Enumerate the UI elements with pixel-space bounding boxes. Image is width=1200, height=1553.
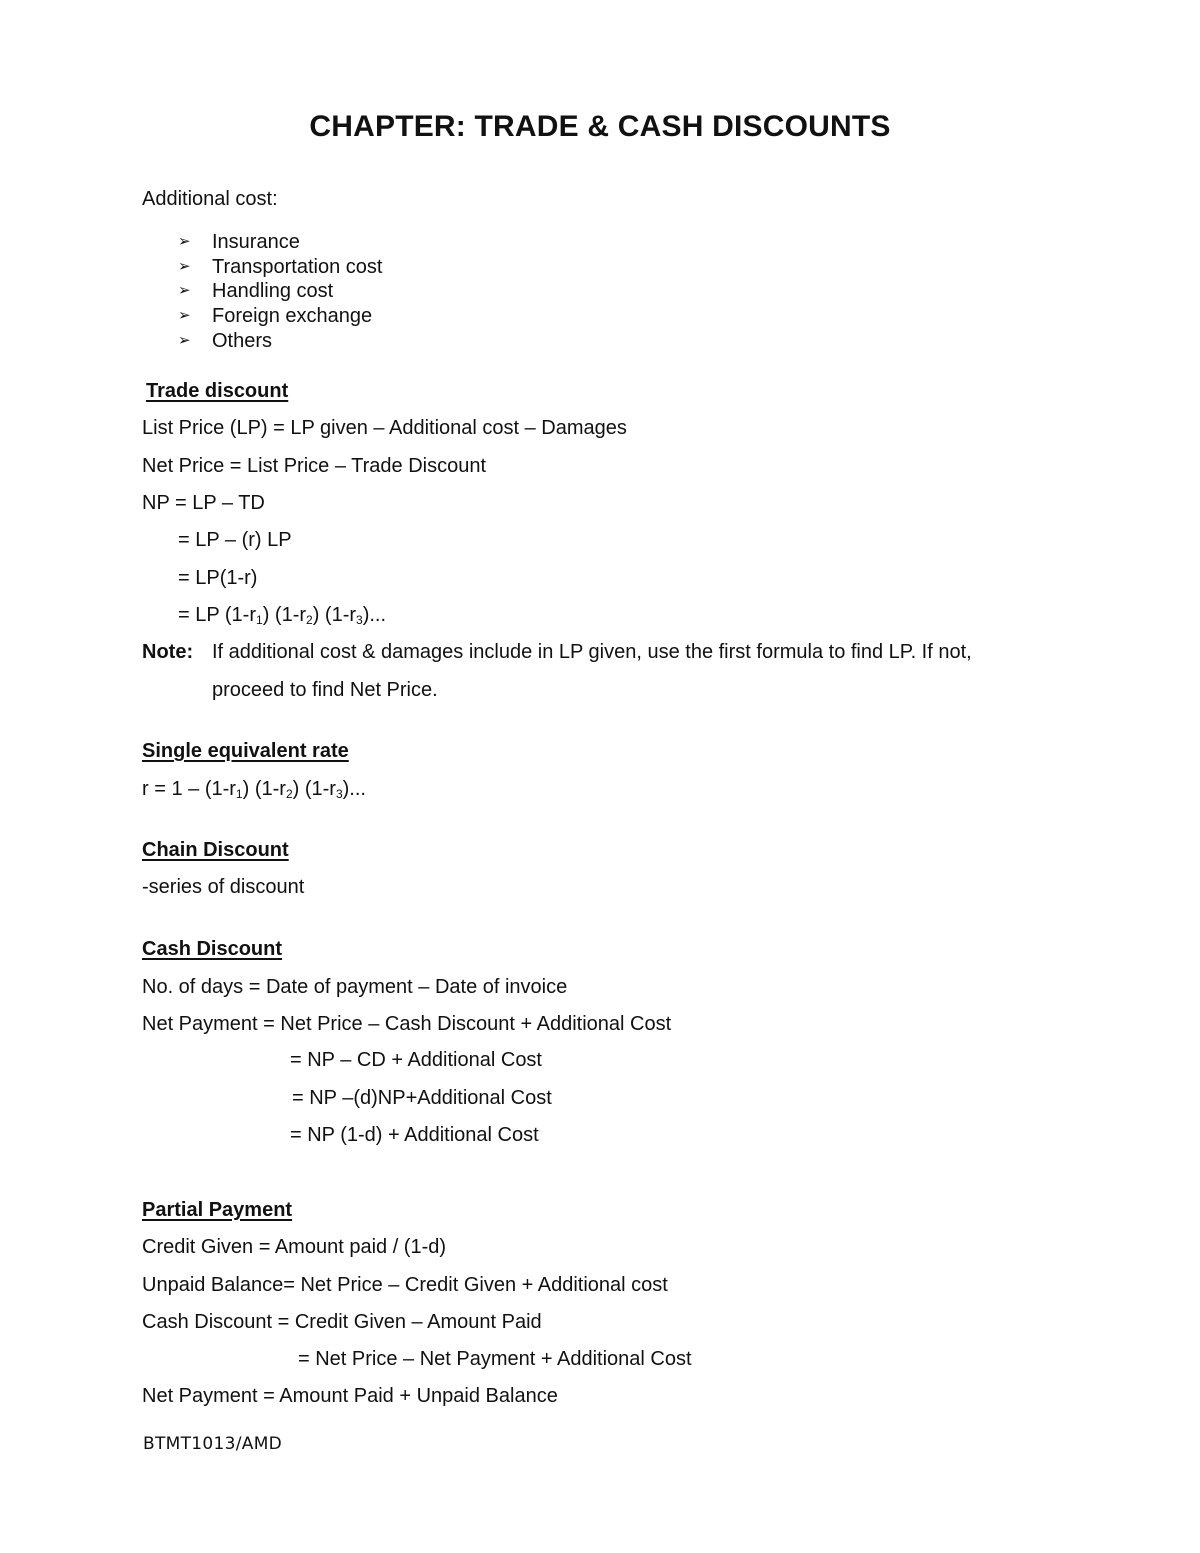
- additional-cost-label: Additional cost:: [142, 188, 278, 210]
- formula-single-rate: $r = 1 - (1-r_1)$ $(1-r_2)$ $(1-r_3)$...: [142, 778, 366, 801]
- list-item: ➢ Foreign exchange: [178, 305, 373, 328]
- arrow-bullet-icon: ➢: [178, 233, 191, 251]
- chain-discount-description: -series of discount: [142, 876, 305, 898]
- formula-cash-discount-step2: = Net Price – Net Payment + Additional Cost: [298, 1348, 692, 1370]
- list-item: ➢ Others: [178, 329, 273, 352]
- formula-list-price: List Price (LP) = LP given – Additional cost – Damages: [142, 417, 627, 439]
- arrow-bullet-icon: ➢: [178, 257, 191, 275]
- note-label: Note:: [142, 641, 194, 663]
- list-item: ➢ Handling cost: [178, 280, 334, 303]
- formula-net-payment-total: Net Payment = Amount Paid + Unpaid Balance: [142, 1385, 558, 1407]
- list-item: ➢ Transportation cost: [178, 255, 383, 278]
- formula-np-step4: = LP $(1-r_1)$ $(1-r_2)$ $(1-r_3)$...: [178, 604, 387, 627]
- arrow-bullet-icon: ➢: [178, 331, 191, 349]
- formula-credit-given: Credit Given = Amount paid / (1-d): [142, 1236, 447, 1258]
- formula-unpaid-balance: Unpaid Balance= Net Price – Credit Given + Additional cost: [142, 1274, 668, 1296]
- note-text-line1: If additional cost & damages include in LP given, use the first formula to find LP. If not,: [212, 641, 972, 663]
- page-title: CHAPTER: TRADE & CASH DISCOUNTS: [309, 110, 891, 143]
- formula-np-step1: NP = LP – TD: [142, 492, 265, 514]
- formula-net-payment-step2: = NP – CD + Additional Cost: [290, 1049, 542, 1071]
- formula-np-step3: = LP(1-r): [178, 567, 258, 589]
- section-heading-partial-payment: Partial Payment: [142, 1199, 293, 1221]
- page-footer: BTMT1013/AMD: [143, 1434, 283, 1454]
- section-heading-single-equivalent-rate: Single equivalent rate: [142, 740, 349, 762]
- note-text-line2: proceed to find Net Price.: [212, 679, 438, 701]
- formula-net-payment-step3: = NP –(d)NP+Additional Cost: [292, 1087, 552, 1109]
- formula-net-price: Net Price = List Price – Trade Discount: [142, 455, 487, 477]
- arrow-bullet-icon: ➢: [178, 282, 191, 300]
- additional-cost-list: [178, 230, 382, 353]
- section-heading-trade-discount: Trade discount: [146, 380, 289, 402]
- section-heading-chain-discount: Chain Discount: [142, 839, 289, 861]
- list-item: ➢ Insurance: [178, 231, 300, 254]
- formula-net-payment-step1: Net Payment = Net Price – Cash Discount + Additional Cost: [142, 1013, 672, 1035]
- formula-number-of-days: No. of days = Date of payment – Date of invoice: [142, 976, 568, 998]
- arrow-bullet-icon: ➢: [178, 307, 191, 325]
- formula-net-payment-step4: = NP (1-d) + Additional Cost: [290, 1124, 539, 1146]
- formula-np-step2: = LP – (r) LP: [178, 529, 292, 551]
- section-heading-cash-discount: Cash Discount: [142, 938, 283, 960]
- formula-cash-discount-step1: Cash Discount = Credit Given – Amount Paid: [142, 1311, 542, 1333]
